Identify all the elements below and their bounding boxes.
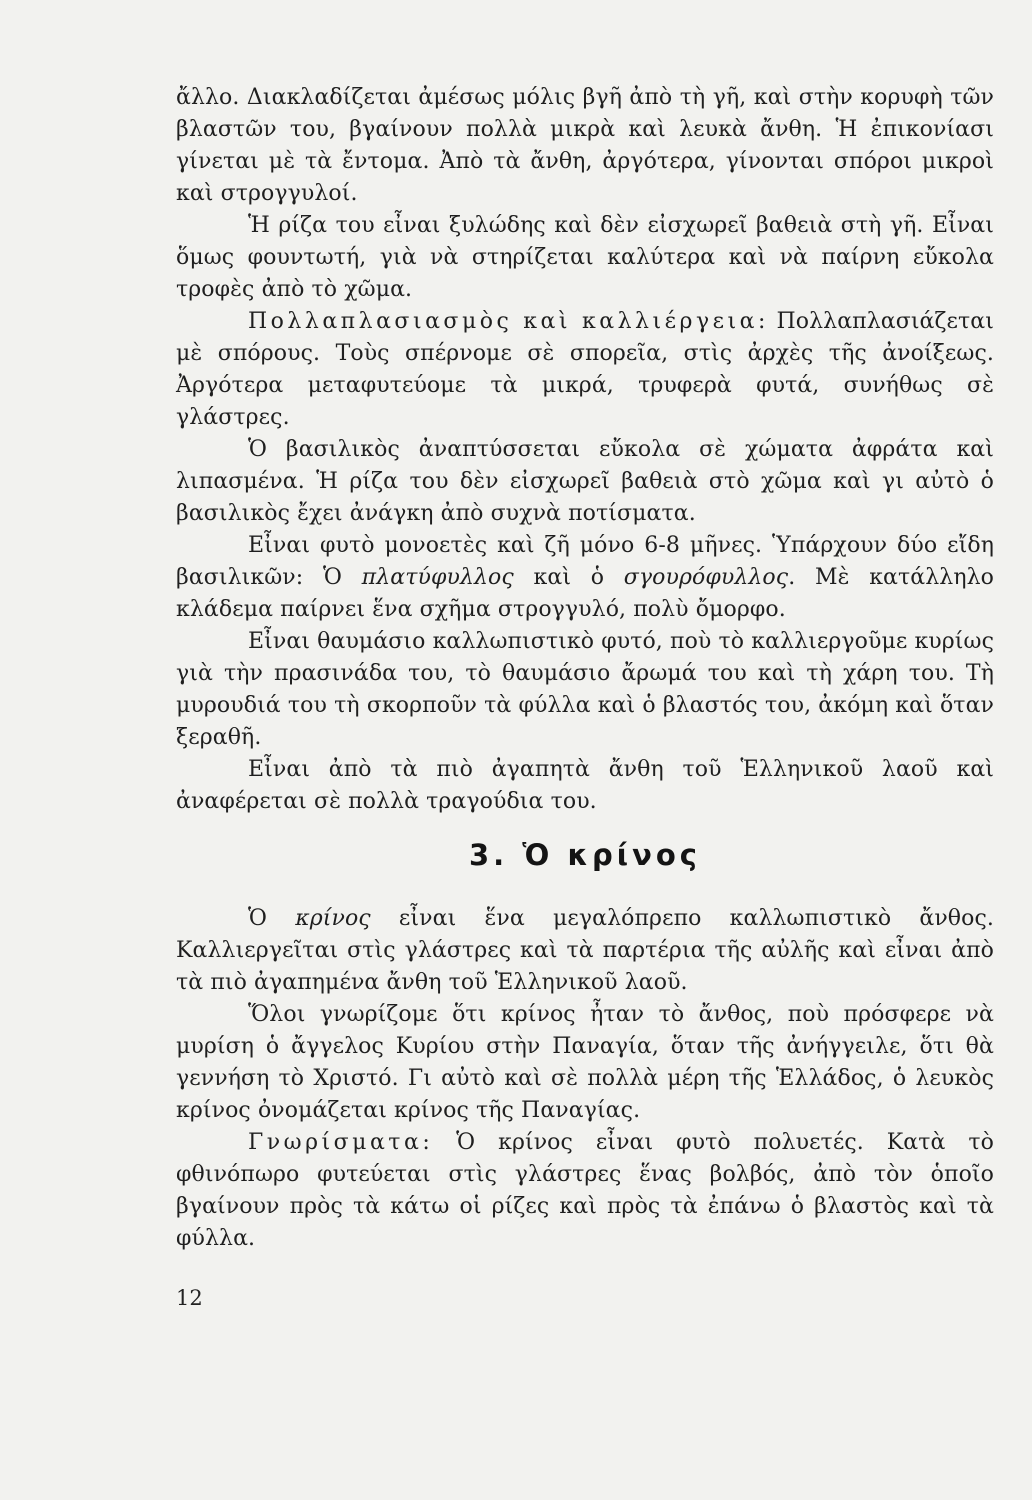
lower-text-block [176, 903, 994, 1255]
paragraph-basil-soil: Ὁ βασιλικὸς ἀναπτύσσεται εὔκολα σὲ χώματα ἀφράτα καὶ λιπασμένα. Ἡ ρίζα του δὲν εἰσχωρεῖ βαθειὰ στὸ χῶμα καὶ γι αὐτὸ ὁ βασιλικὸς ἔχει ἀνάγκη ἀπὸ συχνὰ ποτίσματα. [176, 437, 994, 526]
paragraph-lily-intro [176, 903, 994, 999]
lily-intro-text-a: Ὁ [248, 906, 296, 931]
propagation-heading: Πολλαπλασιασμὸς καὶ καλλιέργεια: [248, 309, 769, 334]
basil-annual-text-a: Εἶναι φυτὸ μονοετὲς καὶ ζῆ μόνο 6-8 μῆνες. Ὑπάρχουν δύο εἴδη βασιλικῶν: Ὁ [176, 533, 994, 590]
page-number: 12 [176, 1286, 203, 1310]
propagation-text: Πολλαπλασιάζεται μὲ σπόρους. Τοὺς σπέρνομε σὲ σπορεῖα, στὶς ἀρχὲς τῆς ἀνοίξεως. Ἀργότερα μεταφυτεύομε τὰ μικρά, τρυφερὰ φυτά, συνήθως σὲ γλάστρες. [176, 309, 994, 430]
features-text: Ὁ κρίνος εἶναι φυτὸ πολυετές. Κατὰ τὸ φθινόπωρο φυτεύεται στὶς γλάστρες ἕνας βολβός, ἀπὸ τὸν ὁποῖο βγαίνουν πρὸς τὰ κάτω οἱ ρίζες καὶ πρὸς τὰ ἐπάνω ὁ βλαστὸς καὶ τὰ φύλλα. [176, 1130, 994, 1251]
paragraph-basil-root: Ἡ ρίζα του εἶναι ξυλώδης καὶ δὲν εἰσχωρεῖ βαθειὰ στὴ γῆ. Εἶναι ὅμως φουντωτή, γιὰ νὰ στηρίζεται καλύτερα καὶ νὰ παίρνη εὔκολα τροφὲς ἀπὸ τὸ χῶμα. [176, 213, 994, 302]
paragraph-basil-ornamental: Εἶναι θαυμάσιο καλλωπιστικὸ φυτό, ποὺ τὸ καλλιεργοῦμε κυρίως γιὰ τὴν πρασινάδα του, τὸ θαυμάσιο ἄρωμά του καὶ τὴ χάρη του. Τὴ μυρουδιά του τὴ σκορποῦν τὰ φύλλα καὶ ὁ βλαστός του, ἀκόμη καὶ ὅταν ξεραθῆ. [176, 629, 994, 750]
variety-curly: σγουρόφυλλος [623, 565, 789, 590]
lily-intro-text-b: εἶναι ἕνα μεγαλόπρεπο καλλωπιστικὸ ἄνθος. Καλλιεργεῖται στὶς γλάστρες καὶ τὰ παρτέρια τῆς αὐλῆς καὶ εἶναι ἀπὸ τὰ πιὸ ἀγαπημένα ἄνθη τοῦ Ἑλληνικοῦ λαοῦ. [176, 906, 995, 995]
lily-term: κρίνος [295, 906, 371, 931]
features-heading: Γνωρίσματα: [248, 1130, 434, 1155]
variety-broadleaf: πλατύφυλλος [361, 565, 514, 590]
basil-annual-text-c: . Μὲ κατάλληλο κλάδεμα παίρνει ἕνα σχῆμα στρογγυλό, πολὺ ὄμορφο. [176, 565, 994, 622]
paragraph-basil-annual [176, 530, 994, 626]
paragraph-basil-propagation [176, 306, 994, 434]
paragraph-lily-annunciation: Ὅλοι γνωρίζομε ὅτι κρίνος ἦταν τὸ ἄνθος, ποὺ πρόσφερε νὰ μυρίση ὁ ἄγγελος Κυρίου στὴν Παναγία, ὅταν τῆς ἀνήγγειλε, ὅτι θὰ γεννήση τὸ Χριστό. Γι αὐτὸ καὶ σὲ πολλὰ μέρη τῆς Ἑλλάδος, ὁ λευκὸς κρίνος ὀνομάζεται κρίνος τῆς Παναγίας. [176, 1002, 994, 1123]
basil-annual-text-b: καὶ ὁ [513, 565, 624, 590]
paragraph-basil-beloved: Εἶναι ἀπὸ τὰ πιὸ ἀγαπητὰ ἄνθη τοῦ Ἑλληνικοῦ λαοῦ καὶ ἀναφέρεται σὲ πολλὰ τραγούδια του. [176, 757, 994, 814]
section-title: 3. Ὁ κρίνος [469, 838, 701, 872]
paragraph-basil-growth: ἄλλο. Διακλαδίζεται ἀμέσως μόλις βγῆ ἀπὸ τὴ γῆ, καὶ στὴν κορυφὴ τῶν βλαστῶν του, βγαίνουν πολλὰ μικρὰ καὶ λευκὰ ἄνθη. Ἡ ἐπικονίασι γίνεται μὲ τὰ ἔντομα. Ἀπὸ τὰ ἄνθη, ἀργότερα, γίνονται σπόροι μικροὶ καὶ στρογγυλοί. [176, 85, 994, 206]
paragraph-lily-features [176, 1127, 994, 1255]
upper-text-block [176, 82, 994, 818]
